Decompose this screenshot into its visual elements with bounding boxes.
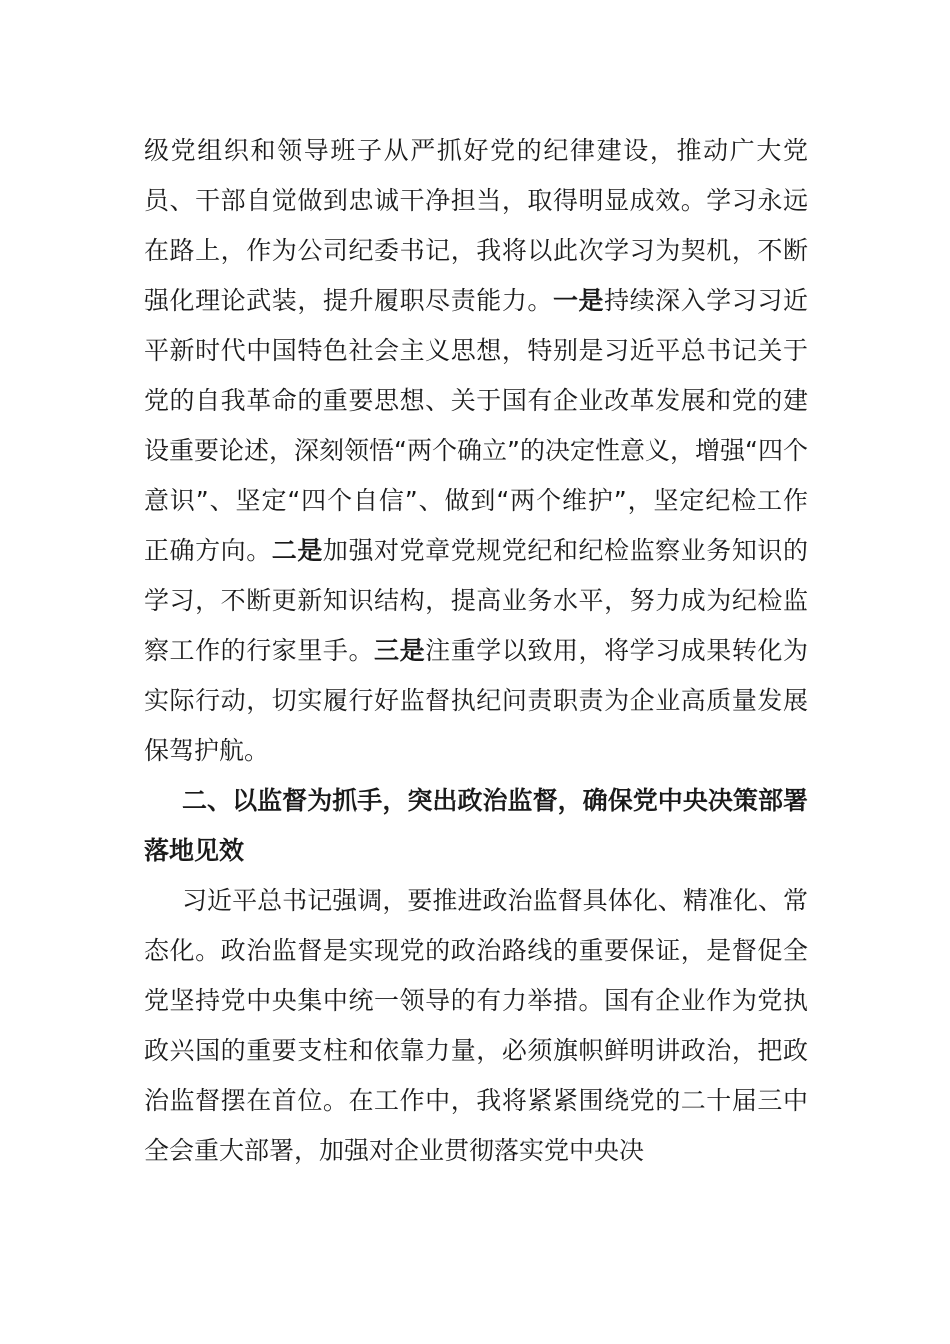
bold-marker-first: 一是	[552, 286, 605, 315]
paragraph-study	[144, 126, 808, 776]
document-body	[144, 126, 808, 1176]
paragraph-text: 加强对党章党规党纪和纪检监察业务知识的学习，不断更新知识结构，提高业务水平，努力成为纪检监察工作的行家里手。	[144, 536, 808, 665]
section-heading: 二、以监督为抓手，突出政治监督，确保党中央决策部署落地见效	[144, 786, 808, 865]
bold-marker-third: 三是	[374, 636, 426, 665]
paragraph-text: 级党组织和领导班子从严抓好党的纪律建设，推动广大党员、干部自觉做到忠诚干净担当，取得明显成效。学习永远在路上，作为公司纪委书记，我将以此次学习为契机，不断强化理论武装，提升履职尽责能力。	[144, 136, 808, 315]
paragraph-text: 注重学以致用，将学习成果转化为实际行动，切实履行好监督执纪问责职责为企业高质量发展保驾护航。	[144, 636, 808, 765]
bold-marker-second: 二是	[271, 536, 323, 565]
paragraph-supervision: 习近平总书记强调，要推进政治监督具体化、精准化、常态化。政治监督是实现党的政治路线的重要保证，是督促全党坚持党中央集中统一领导的有力举措。国有企业作为党执政兴国的重要支柱和依靠力量，必须旗帜鲜明讲政治，把政治监督摆在首位。在工作中，我将紧紧围绕党的二十届三中全会重大部署，加强对企业贯彻落实党中央决	[144, 886, 808, 1165]
paragraph-text: 持续深入学习习近平新时代中国特色社会主义思想，特别是习近平总书记关于党的自我革命的重要思想、关于国有企业改革发展和党的建设重要论述，深刻领悟“两个确立”的决定性意义，增强“四个意识”、坚定“四个自信”、做到“两个维护”，坚定纪检工作正确方向。	[144, 286, 808, 565]
